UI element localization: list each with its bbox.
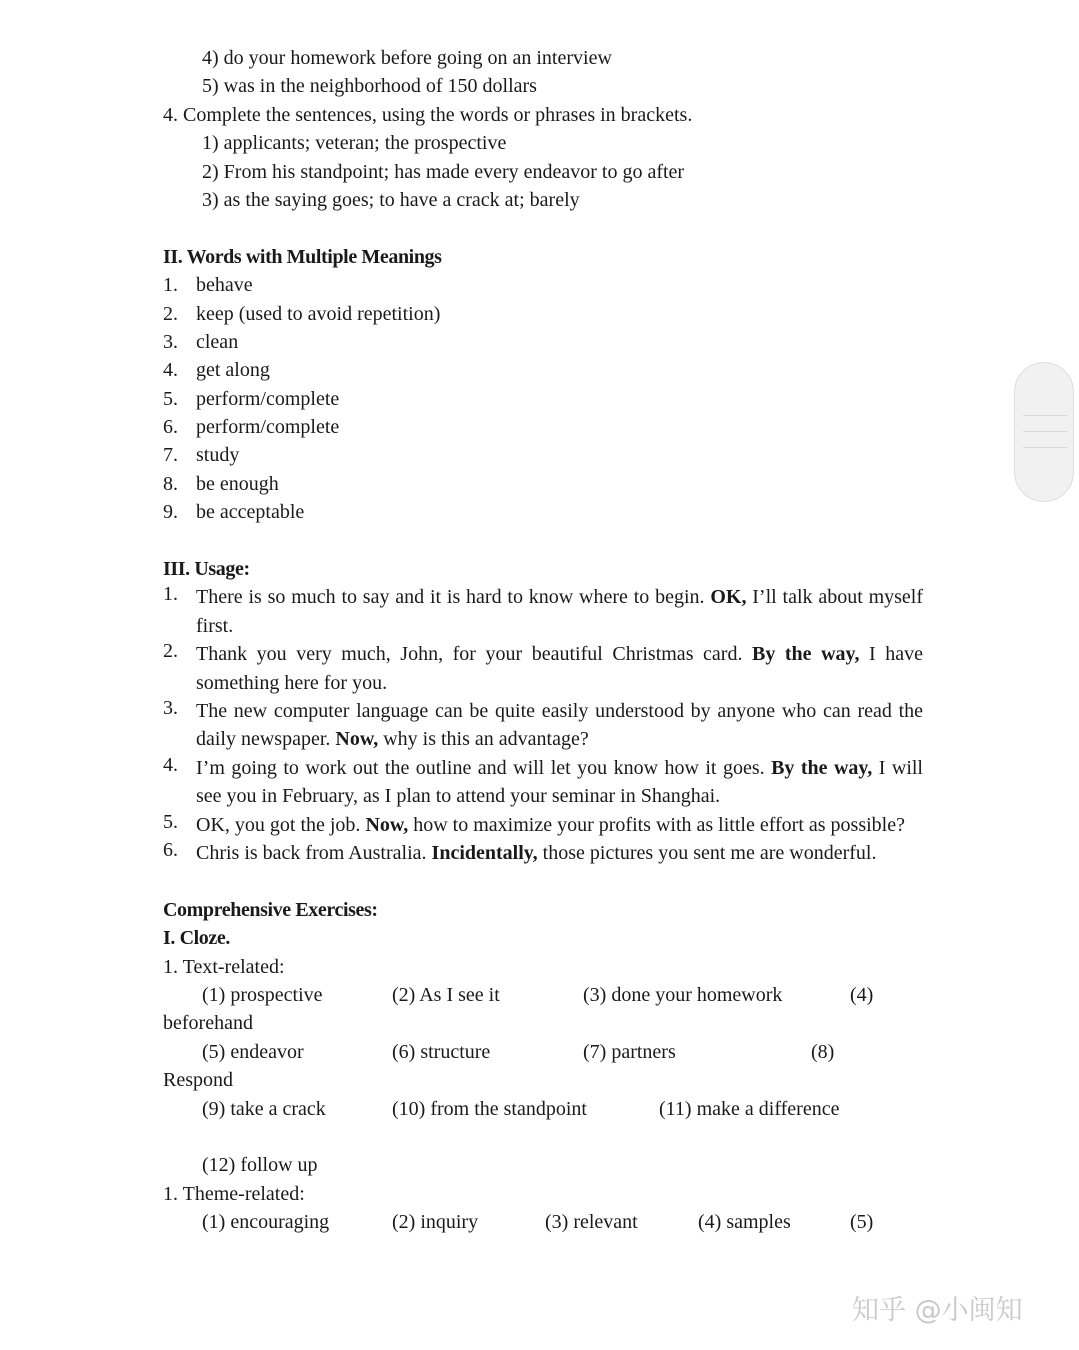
answer-line: 4) do your homework before going on an interview xyxy=(202,47,612,69)
cloze-answer: (4) xyxy=(850,984,874,1007)
cloze-answer: (4) samples xyxy=(698,1211,791,1234)
usage-item: 4. I’m going to work out the outline and will let you know how it goes. By the way, I will see you in February, as I plan to attend your seminar in Shanghai. xyxy=(163,753,923,808)
list-item: 3. clean xyxy=(163,330,239,353)
grip-line-icon xyxy=(1023,431,1067,432)
cloze-answer: (1) encouraging xyxy=(202,1211,330,1234)
grip-line-icon xyxy=(1023,447,1067,448)
list-item: 8. be enough xyxy=(163,472,279,495)
subsection-label: 1. Text-related: xyxy=(163,955,285,978)
usage-item: 3. The new computer language can be quite easily understood by anyone who can read the daily newspaper. Now, why is this an advantage? xyxy=(163,697,923,751)
list-item: 9. be acceptable xyxy=(163,501,305,524)
cloze-answer: (6) structure xyxy=(392,1040,491,1063)
list-item: 5. perform/complete xyxy=(163,387,340,410)
answer-line: 2) From his standpoint; has made every endeavor to go after xyxy=(202,160,685,183)
cloze-answer: (11) make a difference xyxy=(659,1097,840,1120)
cloze-answer: (12) follow up xyxy=(202,1154,318,1177)
cloze-answer: (1) prospective xyxy=(202,984,323,1007)
cloze-answer: (3) done your homework xyxy=(583,984,783,1007)
usage-item: 1. There is so much to say and it is hard to know where to begin. OK, I’ll talk about myself first. xyxy=(163,583,923,637)
cloze-answer: (7) partners xyxy=(583,1040,676,1063)
cloze-answer: (3) relevant xyxy=(545,1211,638,1234)
cloze-row xyxy=(163,1208,923,1236)
cloze-wrap: Respond xyxy=(163,1069,233,1092)
document-page xyxy=(163,44,923,1237)
cloze-wrap: beforehand xyxy=(163,1012,253,1035)
cloze-answer: (5) xyxy=(850,1211,874,1234)
cloze-answer: (8) xyxy=(811,1040,835,1063)
list-item: 4. get along xyxy=(163,359,270,382)
subsection-label: 1. Theme-related: xyxy=(163,1182,305,1205)
answer-line: 1) applicants; veteran; the prospective xyxy=(202,132,507,155)
answer-line: 5) was in the neighborhood of 150 dollars xyxy=(202,75,537,98)
cloze-row xyxy=(163,981,923,1009)
section-heading: II. Words with Multiple Meanings xyxy=(163,245,442,268)
usage-item: 2. Thank you very much, John, for your beautiful Christmas card. By the way, I have something here for you. xyxy=(163,640,923,694)
cloze-answer: (9) take a crack xyxy=(202,1097,326,1120)
cloze-row xyxy=(163,1038,923,1066)
section-heading: III. Usage: xyxy=(163,558,250,581)
list-item: 7. study xyxy=(163,444,240,467)
section-heading: Comprehensive Exercises: xyxy=(163,898,378,921)
subsection-heading: I. Cloze. xyxy=(163,927,230,950)
cloze-answer: (2) As I see it xyxy=(392,984,500,1007)
cloze-row xyxy=(163,1095,923,1123)
usage-item: 5. OK, you got the job. Now, how to maximize your profits with as little effort as possible? xyxy=(163,810,905,836)
cloze-row xyxy=(163,1151,923,1179)
scroll-handle[interactable] xyxy=(1014,362,1074,502)
cloze-answer: (10) from the standpoint xyxy=(392,1097,587,1120)
watermark: 知乎 @小闽知 xyxy=(852,1295,1023,1326)
answer-line: 3) as the saying goes; to have a crack at; barely xyxy=(202,188,580,211)
list-item: 1. behave xyxy=(163,274,253,297)
list-item: 2. keep (used to avoid repetition) xyxy=(163,302,441,325)
cloze-answer: (5) endeavor xyxy=(202,1040,304,1063)
list-item: 6. perform/complete xyxy=(163,416,340,439)
exercise-heading: 4. Complete the sentences, using the words or phrases in brackets. xyxy=(163,103,693,126)
grip-line-icon xyxy=(1023,415,1067,416)
usage-item: 6. Chris is back from Australia. Incidentally, those pictures you sent me are wonderful. xyxy=(163,839,877,865)
cloze-answer: (2) inquiry xyxy=(392,1211,479,1234)
